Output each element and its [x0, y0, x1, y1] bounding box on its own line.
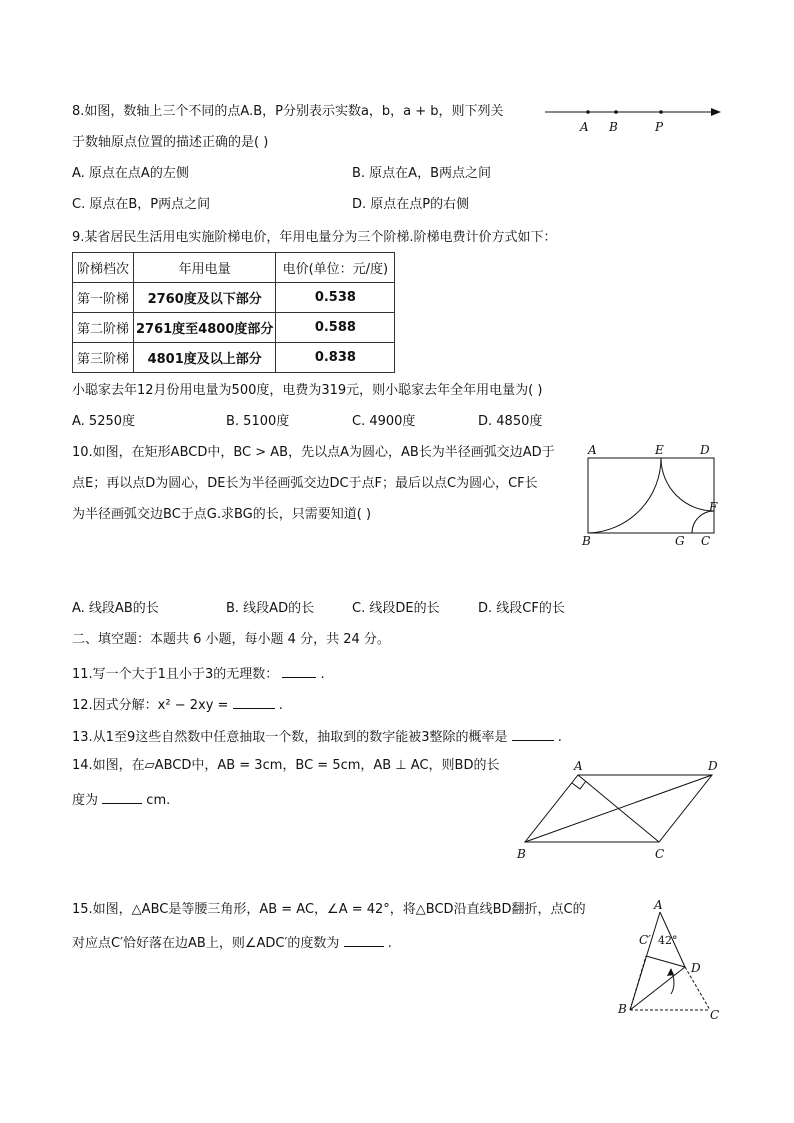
q8-line-2: 于数轴原点位置的描述正确的是( )	[72, 135, 269, 150]
q12-end: .	[278, 698, 283, 713]
q10-line-1: 10.如图，在矩形ABCD中，BC > AB，先以点A为圆心，AB长为半径画弧交边AD于	[72, 445, 555, 460]
angle-label: 42°	[658, 934, 678, 947]
table-row	[73, 283, 395, 313]
q9-option-c: C. 4900度	[352, 414, 416, 429]
q15-answer-blank[interactable]	[344, 932, 384, 947]
q11-end: .	[320, 667, 325, 682]
q9-option-d: D. 4850度	[478, 414, 543, 429]
q15-line-2-suffix: .	[387, 936, 392, 951]
usage-cell: 2761度至4800度部分	[134, 313, 276, 343]
q10-line-3: 为半径画弧交边BC于点G.求BG的长，只需要知道( )	[72, 507, 372, 522]
q8-line-1: 8.如图，数轴上三个不同的点A.B，P分别表示实数a，b，a + b，则下列关	[72, 104, 504, 119]
q15-line-2-prefix: 对应点C′恰好落在边AB上，则∠ADC′的度数为	[72, 936, 340, 951]
label-b: B	[582, 534, 591, 548]
q8-option-c: C. 原点在B，P两点之间	[72, 197, 211, 212]
section-2-heading: 二、填空题：本题共 6 小题，每小题 4 分，共 24 分。	[72, 632, 390, 647]
price-cell: 0.588	[276, 313, 395, 343]
table-row	[73, 343, 395, 373]
folded-triangle-figure	[615, 898, 735, 1023]
q8-option-d: D. 原点在点P的右侧	[352, 197, 470, 212]
q14-line-2	[72, 789, 170, 810]
price-cell: 0.538	[276, 283, 395, 313]
q11-text: 11.写一个大于1且小于3的无理数：	[72, 667, 279, 682]
rectangle-arcs-figure	[580, 440, 730, 550]
label-f: F	[709, 500, 718, 514]
label-b: B	[618, 1002, 627, 1016]
q9-intro: 9.某省居民生活用电实施阶梯电价，年用电量分为三个阶梯.阶梯电费计价方式如下：	[72, 230, 557, 245]
label-a: A	[588, 443, 597, 457]
q15-line-2	[72, 932, 392, 953]
table-header-row	[73, 253, 395, 283]
label-d: D	[700, 443, 710, 457]
q8-option-b: B. 原点在A，B两点之间	[352, 166, 491, 181]
q9-question: 小聪家去年12月份用电量为500度，电费为319元，则小聪家去年全年用电量为( )	[72, 383, 543, 398]
q10-line-2: 点E；再以点D为圆心，DE长为半径画弧交边DC于点F；最后以点C为圆心，CF长	[72, 476, 538, 491]
label-d: D	[708, 759, 718, 773]
label-c: C	[710, 1008, 720, 1022]
q10-option-b: B. 线段AD的长	[226, 601, 315, 616]
q13-text: 13.从1至9这些自然数中任意抽取一个数，抽取到的数字能被3整除的概率是	[72, 730, 508, 745]
label-c-prime: C′	[639, 933, 651, 947]
label-c: C	[655, 847, 665, 861]
point-a-label: A	[580, 120, 589, 134]
q8-option-a: A. 原点在点A的左侧	[72, 166, 189, 181]
q13	[72, 726, 562, 747]
q10-option-c: C. 线段DE的长	[352, 601, 440, 616]
q13-answer-blank[interactable]	[512, 726, 554, 741]
q9-option-a: A. 5250度	[72, 414, 136, 429]
q10-option-d: D. 线段CF的长	[478, 601, 565, 616]
q14-line-1: 14.如图，在▱ABCD中，AB = 3cm，BC = 5cm，AB ⊥ AC，则BD的长	[72, 758, 500, 773]
point-p-label: P	[655, 120, 664, 134]
usage-cell: 4801度及以上部分	[134, 343, 276, 373]
q14-line-2-prefix: 度为	[72, 793, 99, 808]
q14-line-2-suffix: cm.	[146, 793, 171, 808]
parallelogram-figure	[515, 758, 735, 863]
tier-cell: 第二阶梯	[73, 313, 134, 343]
label-b: B	[517, 847, 526, 861]
q12-answer-blank[interactable]	[233, 694, 275, 709]
header-tier: 阶梯档次	[73, 253, 134, 283]
label-a: A	[654, 898, 663, 912]
q11	[72, 663, 325, 684]
label-e: E	[655, 443, 664, 457]
q12	[72, 694, 283, 715]
label-g: G	[675, 534, 685, 548]
label-a: A	[574, 759, 583, 773]
tier-cell: 第三阶梯	[73, 343, 134, 373]
electricity-price-table	[72, 252, 395, 373]
q11-answer-blank[interactable]	[282, 663, 316, 678]
q13-end: .	[557, 730, 562, 745]
usage-cell: 2760度及以下部分	[134, 283, 276, 313]
table-row	[73, 313, 395, 343]
q10-option-a: A. 线段AB的长	[72, 601, 159, 616]
header-usage: 年用电量	[134, 253, 276, 283]
price-cell: 0.838	[276, 343, 395, 373]
label-c: C	[701, 534, 711, 548]
point-b-label: B	[609, 120, 618, 134]
tier-cell: 第一阶梯	[73, 283, 134, 313]
header-price: 电价(单位：元/度)	[276, 253, 395, 283]
q14-answer-blank[interactable]	[102, 789, 142, 804]
q9-option-b: B. 5100度	[226, 414, 290, 429]
label-d: D	[691, 961, 701, 975]
q12-text: 12.因式分解：x² − 2xy =	[72, 698, 229, 713]
q15-line-1: 15.如图，△ABC是等腰三角形，AB = AC，∠A = 42°，将△BCD沿直线BD翻折，点C的	[72, 902, 586, 917]
number-line-figure	[545, 100, 745, 134]
